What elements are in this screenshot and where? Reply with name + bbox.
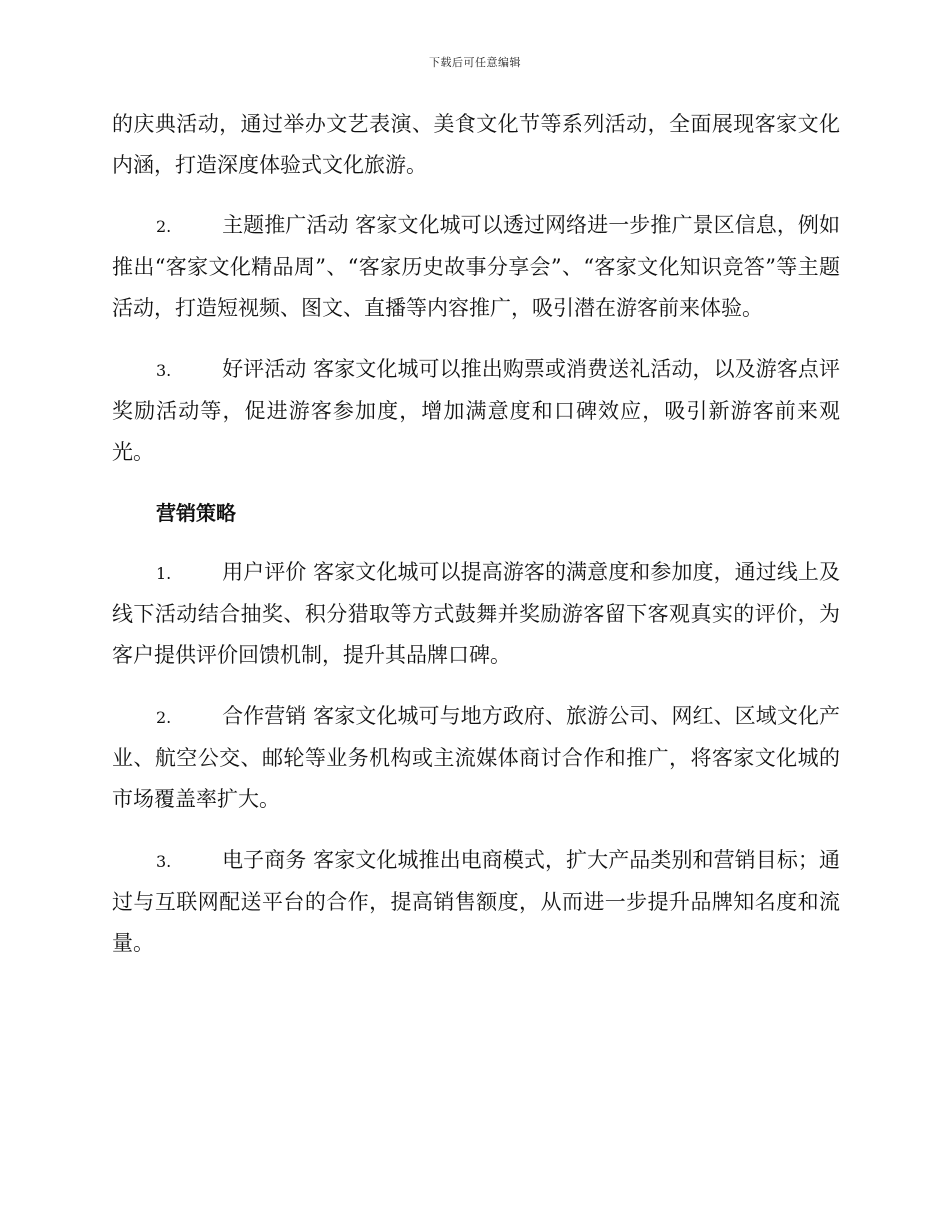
list-item-text: 主题推广活动 客家文化城可以透过网络进一步推广景区信息，例如推出“客家文化精品周”、“客家历史故事分享会”、“客家文化知识竞答”等主题活动，打造短视频、图文、直播等内容推广，吸引潜在游客前来体验。 — [112, 213, 840, 320]
list-item-number: 2. — [156, 217, 172, 236]
list-item-cooperative-marketing — [112, 696, 840, 820]
list-item-theme-promotion — [112, 205, 840, 329]
intro-paragraph: 的庆典活动，通过举办文艺表演、美食文化节等系列活动，全面展现客家文化内涵，打造深度体验式文化旅游。 — [112, 112, 840, 177]
document-body — [112, 104, 840, 984]
page-header: 下载后可任意编辑 — [429, 56, 521, 69]
list-item-review-activity — [112, 349, 840, 473]
list-item-number: 2. — [156, 708, 172, 727]
section-heading-marketing-strategy: 营销策略 — [156, 501, 236, 525]
list-item-number: 1. — [156, 564, 172, 583]
list-item-text: 电子商务 客家文化城推出电商模式，扩大产品类别和营销目标；通过与互联网配送平台的合作，提高销售额度，从而进一步提升品牌知名度和流量。 — [112, 848, 840, 955]
list-item-user-reviews — [112, 552, 840, 676]
list-item-number: 3. — [156, 852, 172, 871]
list-item-text: 好评活动 客家文化城可以推出购票或消费送礼活动，以及游客点评奖励活动等，促进游客参加度，增加满意度和口碑效应，吸引新游客前来观光。 — [112, 357, 840, 464]
list-item-e-commerce — [112, 840, 840, 964]
list-item-text: 用户评价 客家文化城可以提高游客的满意度和参加度，通过线上及线下活动结合抽奖、积分猎取等方式鼓舞并奖励游客留下客观真实的评价，为客户提供评价回馈机制，提升其品牌口碑。 — [112, 560, 840, 667]
list-item-number: 3. — [156, 361, 172, 380]
list-item-text: 合作营销 客家文化城可与地方政府、旅游公司、网红、区域文化产业、航空公交、邮轮等业务机构或主流媒体商讨合作和推广，将客家文化城的市场覆盖率扩大。 — [112, 704, 840, 811]
